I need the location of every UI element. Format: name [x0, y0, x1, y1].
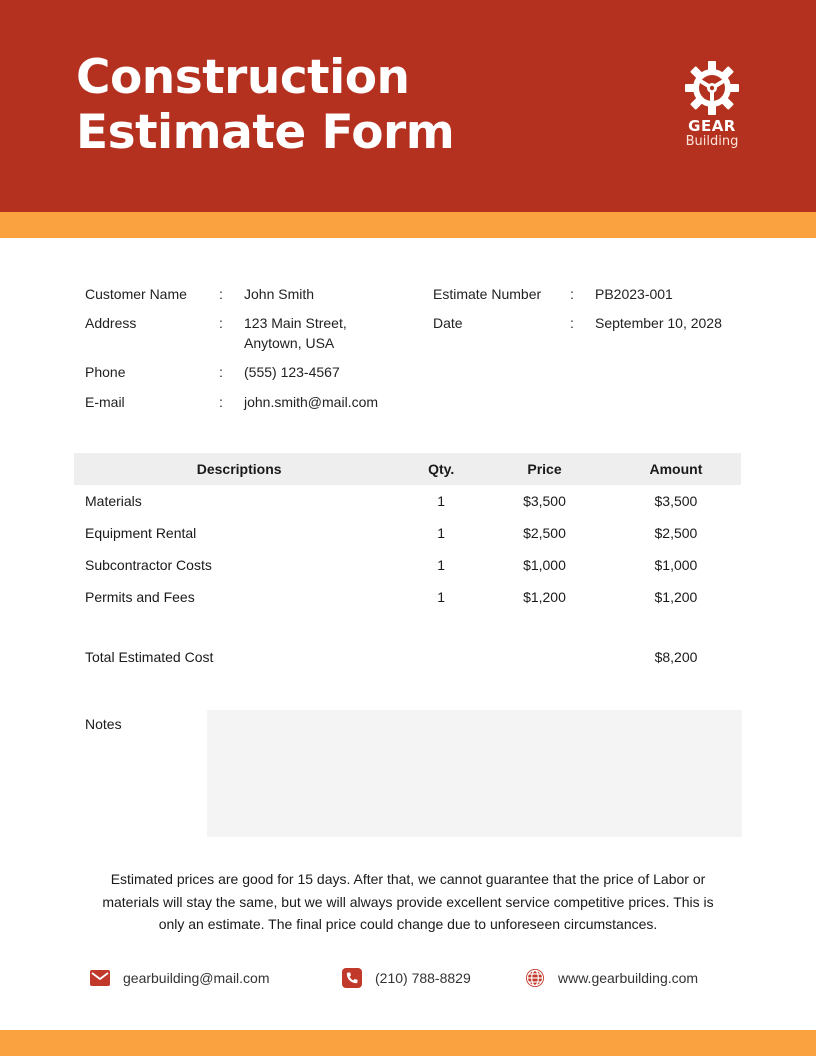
row-description: Subcontractor Costs: [85, 557, 212, 573]
row-price: $3,500: [523, 493, 566, 509]
title-line-1: Construction: [76, 50, 410, 105]
estimate-info: [433, 284, 743, 344]
separator: :: [219, 394, 223, 410]
date-label: Date: [433, 315, 463, 331]
title-line-2: Estimate Form: [76, 105, 455, 160]
accent-stripe-top: [0, 212, 816, 238]
header-qty: Qty.: [404, 453, 478, 485]
row-price: $1,200: [523, 589, 566, 605]
estimate-number-value: PB2023-001: [595, 286, 673, 302]
separator: :: [219, 364, 223, 380]
customer-name-label: Customer Name: [85, 286, 187, 302]
gear-icon: [684, 60, 740, 116]
header-banner: [0, 0, 816, 212]
email-label: E-mail: [85, 394, 125, 410]
total-value: $8,200: [654, 649, 698, 665]
contact-phone: [341, 966, 471, 990]
contact-phone-text[interactable]: (210) 788-8829: [375, 970, 471, 986]
separator: :: [570, 286, 574, 302]
row-price: $2,500: [523, 525, 566, 541]
table-row: [74, 485, 741, 517]
disclaimer-line-1: Estimated prices are good for 15 days. After that, we cannot guarantee that the price of Labor or: [110, 871, 706, 887]
customer-info: [85, 284, 415, 424]
row-description: Materials: [85, 493, 142, 509]
notes-field[interactable]: [207, 710, 742, 837]
contact-email-text[interactable]: gearbuilding@mail.com: [123, 970, 270, 986]
row-amount: $1,000: [654, 557, 698, 573]
table-header-row: [74, 453, 741, 485]
phone-icon: [341, 967, 363, 989]
disclaimer-line-3: only an estimate. The final price could change due to unforeseen circumstances.: [158, 916, 658, 932]
contact-website-text[interactable]: www.gearbuilding.com: [558, 970, 699, 986]
contact-website: [524, 966, 698, 990]
accent-stripe-bottom: [0, 1030, 816, 1056]
notes-label: Notes: [85, 716, 122, 732]
page-title: [76, 50, 454, 160]
row-price: $1,000: [523, 557, 566, 573]
globe-icon: [524, 967, 546, 989]
email-value: john.smith@mail.com: [244, 394, 379, 410]
address-line-2: Anytown, USA: [244, 335, 335, 351]
estimate-table: [74, 453, 741, 613]
row-qty: 1: [437, 557, 446, 573]
table-row: [74, 517, 741, 549]
row-description: Equipment Rental: [85, 525, 197, 541]
customer-name-value: John Smith: [244, 286, 315, 302]
table-row: [74, 549, 741, 581]
row-qty: 1: [437, 525, 446, 541]
table-row: [74, 581, 741, 613]
row-qty: 1: [437, 589, 446, 605]
contact-email: [89, 966, 270, 990]
gear-building-logo: [672, 60, 752, 149]
address-label: Address: [85, 315, 137, 331]
estimate-number-label: Estimate Number: [433, 286, 542, 302]
row-qty: 1: [437, 493, 446, 509]
date-value: September 10, 2028: [595, 315, 722, 331]
phone-value: (555) 123-4567: [244, 364, 340, 380]
address-line-1: 123 Main Street,: [244, 315, 347, 331]
disclaimer-text: [70, 868, 746, 936]
row-amount: $3,500: [654, 493, 698, 509]
header-price: Price: [478, 453, 611, 485]
mail-icon: [89, 967, 111, 989]
header-amount: Amount: [611, 453, 741, 485]
brand-subtitle: Building: [685, 134, 739, 149]
separator: :: [219, 315, 223, 331]
brand-name: GEAR: [688, 117, 736, 135]
total-label: Total Estimated Cost: [85, 649, 214, 665]
separator: :: [219, 286, 223, 302]
header-descriptions: Descriptions: [74, 453, 404, 485]
row-amount: $2,500: [654, 525, 698, 541]
disclaimer-line-2: materials will stay the same, but we will always provide excellent service competitive prices. This is: [102, 893, 714, 910]
row-description: Permits and Fees: [85, 589, 195, 605]
row-amount: $1,200: [654, 589, 698, 605]
separator: :: [570, 315, 574, 331]
phone-label: Phone: [85, 364, 126, 380]
